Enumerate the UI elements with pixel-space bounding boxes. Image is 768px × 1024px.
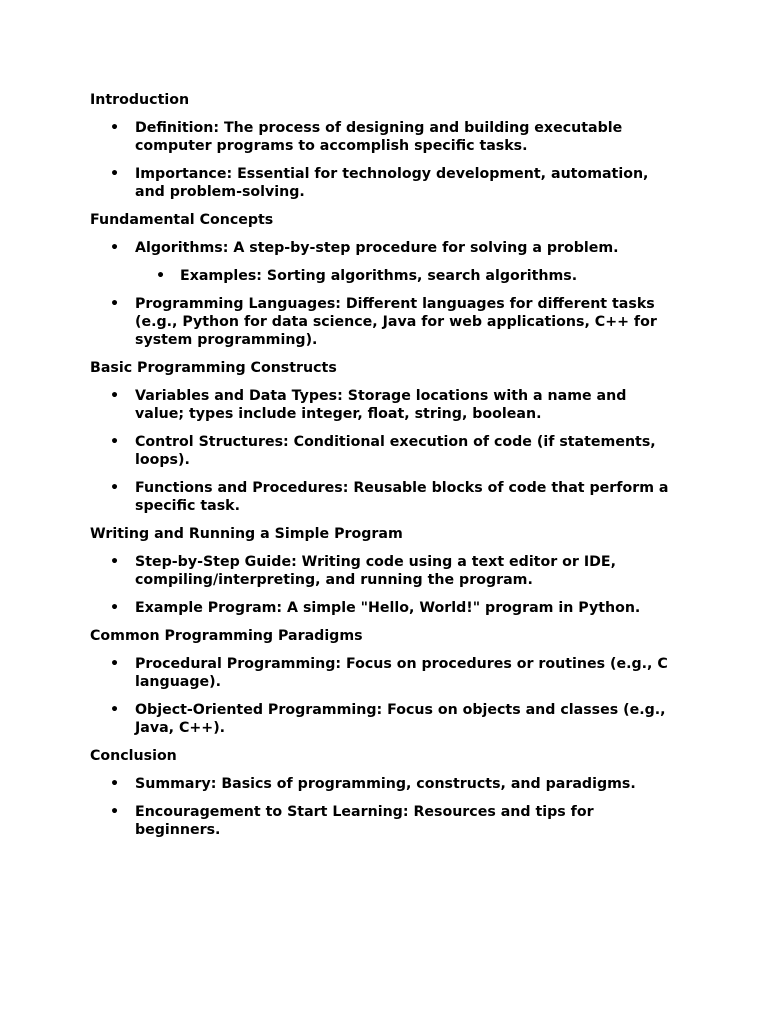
list-item xyxy=(90,239,678,285)
list-item xyxy=(90,387,678,423)
list-item-text: Procedural Programming: Focus on procedures or routines (e.g., C language). xyxy=(135,656,668,690)
bullet-list-writing-and-running xyxy=(90,553,678,617)
bullet-icon: • xyxy=(110,480,120,496)
section-heading-introduction: Introduction xyxy=(90,92,190,108)
list-item-text: Functions and Procedures: Reusable blocks of code that perform a specific task. xyxy=(135,480,669,514)
section-heading-writing-and-running: Writing and Running a Simple Program xyxy=(90,526,403,542)
sub-list-item-text: Examples: Sorting algorithms, search algorithms. xyxy=(180,268,578,284)
list-item-text: Importance: Essential for technology development, automation, and problem-solving. xyxy=(135,166,649,200)
bullet-list-fundamental-concepts xyxy=(90,239,678,349)
bullet-icon: • xyxy=(110,804,120,820)
bullet-icon: • xyxy=(110,600,120,616)
sub-bullet-list xyxy=(135,267,678,285)
section-heading-basic-programming-constructs: Basic Programming Constructs xyxy=(90,360,337,376)
section-heading-fundamental-concepts: Fundamental Concepts xyxy=(90,212,274,228)
list-item xyxy=(90,803,678,839)
list-item-text: Encouragement to Start Learning: Resources and tips for beginners. xyxy=(135,804,594,838)
list-item xyxy=(90,553,678,589)
section-heading-conclusion: Conclusion xyxy=(90,748,177,764)
bullet-icon: • xyxy=(110,120,120,136)
list-item-text: Algorithms: A step-by-step procedure for solving a problem. xyxy=(135,240,619,256)
bullet-icon: • xyxy=(110,296,120,312)
list-item-text: Variables and Data Types: Storage locations with a name and value; types include integer, float, string, boolean. xyxy=(135,388,627,422)
sub-list-item xyxy=(135,267,678,285)
bullet-list-conclusion xyxy=(90,775,678,839)
bullet-icon: • xyxy=(110,166,120,182)
list-item-text: Definition: The process of designing and building executable computer programs to accomplish specific tasks. xyxy=(135,120,623,154)
list-item-text: Step-by-Step Guide: Writing code using a text editor or IDE, compiling/interpreting, and running the program. xyxy=(135,554,616,588)
section-heading-common-paradigms: Common Programming Paradigms xyxy=(90,628,363,644)
bullet-icon: • xyxy=(156,268,166,284)
list-item xyxy=(90,295,678,349)
list-item-text: Object-Oriented Programming: Focus on objects and classes (e.g., Java, C++). xyxy=(135,702,666,736)
list-item-text: Summary: Basics of programming, constructs, and paradigms. xyxy=(135,776,636,792)
bullet-icon: • xyxy=(110,656,120,672)
list-item xyxy=(90,775,678,793)
list-item xyxy=(90,655,678,691)
bullet-icon: • xyxy=(110,776,120,792)
list-item xyxy=(90,701,678,737)
bullet-icon: • xyxy=(110,240,120,256)
list-item xyxy=(90,433,678,469)
bullet-icon: • xyxy=(110,434,120,450)
list-item-text: Example Program: A simple "Hello, World!" program in Python. xyxy=(135,600,641,616)
list-item xyxy=(90,165,678,201)
bullet-icon: • xyxy=(110,388,120,404)
bullet-icon: • xyxy=(110,702,120,718)
list-item xyxy=(90,479,678,515)
bullet-list-common-paradigms xyxy=(90,655,678,737)
list-item xyxy=(90,599,678,617)
bullet-icon: • xyxy=(110,554,120,570)
list-item xyxy=(90,119,678,155)
bullet-list-basic-programming-constructs xyxy=(90,387,678,515)
list-item-text: Control Structures: Conditional execution of code (if statements, loops). xyxy=(135,434,656,468)
bullet-list-introduction xyxy=(90,119,678,201)
list-item-text: Programming Languages: Different languages for different tasks (e.g., Python for data science, Java for web applications, C++ for system programming). xyxy=(135,296,657,348)
